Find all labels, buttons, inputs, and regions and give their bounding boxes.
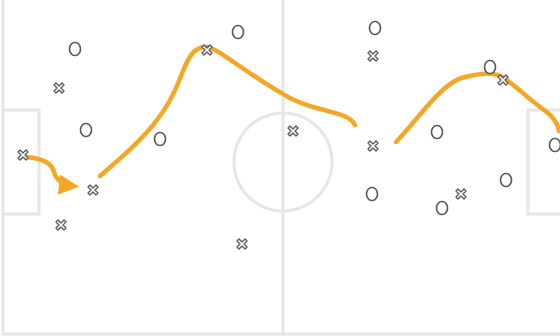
circle-marker-icon: [155, 133, 166, 146]
cross-marker-icon: [236, 238, 249, 251]
circle-marker-icon: [432, 126, 443, 139]
cross-marker-icon: [367, 140, 380, 153]
circle-marker-icon: [367, 188, 378, 201]
circle-markers: [70, 22, 560, 215]
circle-marker-icon: [233, 26, 244, 39]
short-pass-arrow: [27, 157, 73, 186]
circle-marker-icon: [81, 124, 92, 137]
circle-marker-icon: [550, 139, 560, 152]
left-goal-box: [3, 110, 39, 214]
cross-marker-icon: [367, 50, 380, 63]
long-run-path: [100, 47, 355, 176]
right-run-path: [396, 74, 559, 142]
cross-marker-icon: [53, 82, 66, 95]
circle-marker-icon: [501, 174, 512, 187]
movement-paths: [27, 47, 559, 186]
cross-marker-icon: [287, 125, 300, 138]
cross-marker-icon: [55, 219, 68, 232]
circle-marker-icon: [437, 202, 448, 215]
circle-marker-icon: [370, 22, 381, 35]
circle-marker-icon: [485, 61, 496, 74]
cross-marker-icon: [455, 188, 468, 201]
cross-marker-icon: [87, 184, 100, 197]
cross-markers: [17, 44, 510, 251]
circle-marker-icon: [70, 43, 81, 56]
pitch-markings: [3, 0, 560, 336]
